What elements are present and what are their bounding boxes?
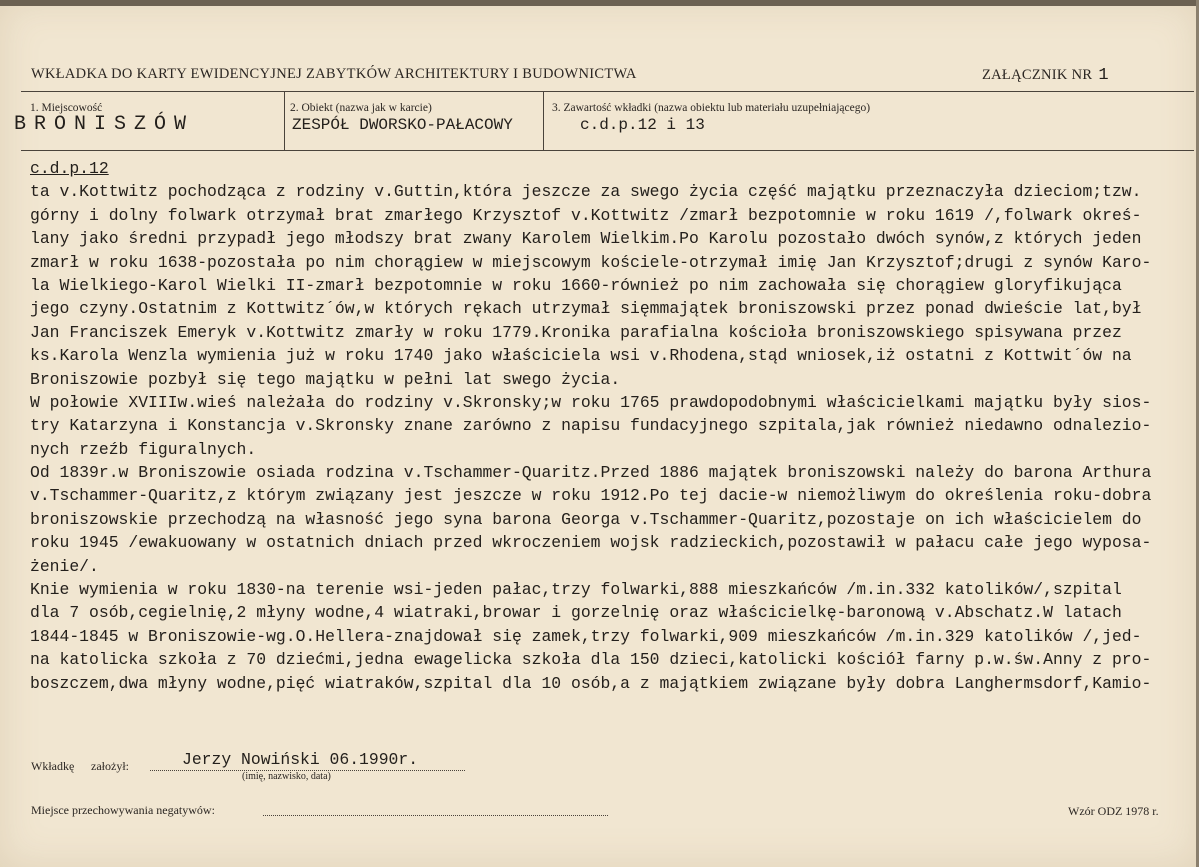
content-value: c.d.p.12 i 13 bbox=[580, 116, 705, 134]
text-line: boszczem,dwa młyny wodne,pięć wiatraków,szpital dla 10 osób,a z majątkiem związane były dobra Langhermsdorf,Kamio- bbox=[30, 673, 1152, 693]
form-title: WKŁADKA DO KARTY EWIDENCYJNEJ ZABYTKÓW ARCHITEKTURY I BUDOWNICTWA bbox=[31, 66, 637, 82]
insert-label: Wkładkę bbox=[31, 759, 75, 773]
header-divider bbox=[21, 91, 1194, 92]
annex-number bbox=[982, 66, 1109, 85]
field-divider-2 bbox=[543, 91, 544, 150]
text-line: Broniszowie pozbył się tego majątku w pełni lat swego życia. bbox=[30, 369, 621, 389]
negatives-label: Miejsce przechowywania negatywów: bbox=[31, 803, 215, 817]
text-line: try Katarzyna i Konstancja v.Skronsky znane zarówno z napisu fundacyjnego szpitala,jak również niedawno odnalezio- bbox=[30, 416, 1152, 436]
text-line: górny i dolny folwark otrzymał brat zmarłego Krzysztof v.Kottwitz /zmarł bezpotomnie w roku 1619 /,folwark okreś- bbox=[30, 205, 1142, 225]
body-text bbox=[30, 157, 1190, 695]
annex-number-value: 1 bbox=[1098, 66, 1109, 85]
field-divider-1 bbox=[284, 91, 285, 150]
text-line: v.Tschammer-Quaritz,z którym związany jest jeszcze w roku 1912.Po tej dacie-w niemożliwym do określenia roku-dobra bbox=[30, 486, 1152, 506]
section-ref: c.d.p.12 bbox=[30, 159, 109, 178]
text-line: żenie/. bbox=[30, 556, 99, 576]
founded-label: założył: bbox=[91, 759, 129, 773]
text-line: dla 7 osób,cegielnię,2 młyny wodne,4 wiatraki,browar i gorzelnię oraz właścicielkę-baronową v.Abschatz.W latach bbox=[30, 603, 1122, 623]
card-top-edge bbox=[0, 0, 1199, 6]
text-line: nych rzeźb figuralnych. bbox=[30, 439, 257, 459]
locality-label: 1. Miejscowość bbox=[30, 102, 103, 114]
text-line: lany jako średni przypadł jego młodszy brat zwany Karolem Wielkim.Po Karolu pozostało dwóch synów,z których jeden bbox=[30, 229, 1142, 249]
text-line: ta v.Kottwitz pochodząca z rodziny v.Guttin,która jeszcze za swego życia część majątku przeznaczyła dzieciom;tzw. bbox=[30, 182, 1142, 202]
author-sublabel: (imię, nazwisko, data) bbox=[242, 771, 331, 782]
section-ref-line bbox=[30, 157, 1190, 180]
text-line: 1844-1845 w Broniszowie-wg.O.Hellera-znajdował się zamek,trzy folwarki,909 mieszkańców /m.in.329 katolików /,jed- bbox=[30, 626, 1142, 646]
text-line: roku 1945 /ewakuowany w ostatnich dniach przed wkroczeniem wojsk radzieckich,pozostawił w pałacu całe jego wyposa- bbox=[30, 533, 1152, 553]
text-line: na katolicka szkoła z 70 dziećmi,jedna ewagelicka szkoła dla 150 dzieci,katolicki kościół farny p.w.św.Anny z pro- bbox=[30, 650, 1152, 670]
text-line: Jan Franciszek Emeryk v.Kottwitz zmarły w roku 1779.Kronika parafialna kościoła broniszowskiego spisywana przez bbox=[30, 322, 1122, 342]
text-line: jego czyny.Ostatnim z Kottwitz´ów,w których rękach utrzymał sięmmajątek broniszowski przez ponad dwieście lat,był bbox=[30, 299, 1142, 319]
text-line: W połowie XVIIIw.wieś należała do rodziny v.Skronsky;w roku 1765 prawdopodobnymi właścicielkami majątku były sios- bbox=[30, 392, 1152, 412]
author-value: Jerzy Nowiński 06.1990r. bbox=[182, 750, 419, 769]
text-line: broniszowskie przechodzą na własność jego syna barona Georga v.Tschammer-Quaritz,pozostaje on ich właścicielem do bbox=[30, 509, 1142, 529]
annex-label: ZAŁĄCZNIK NR bbox=[982, 67, 1093, 83]
fields-divider bbox=[21, 150, 1194, 151]
text-line: ks.Karola Wenzla wymienia już w roku 1740 jako właściciela wsi v.Rhodena,stąd wniosek,iż ostatni z Kottwit´ów na bbox=[30, 346, 1132, 366]
text-line: Knie wymienia w roku 1830-na terenie wsi-jeden pałac,trzy folwarki,888 mieszkańców /m.in.332 katolików/,szpital bbox=[30, 580, 1122, 600]
locality-value: BRONISZÓW bbox=[14, 113, 195, 136]
content-label: 3. Zawartość wkładki (nazwa obiektu lub materiału uzupełniającego) bbox=[552, 102, 871, 114]
text-line: Od 1839r.w Broniszowie osiada rodzina v.Tschammer-Quaritz.Przed 1886 majątek broniszowski należy do barona Arthura bbox=[30, 463, 1152, 483]
object-value: ZESPÓŁ DWORSKO-PAŁACOWY bbox=[292, 116, 513, 134]
negatives-line bbox=[263, 815, 608, 816]
text-line: la Wielkiego-Karol Wielki II-zmarł bezpotomnie w roku 1660-również po nim zachowała się chorągiew gloryfikująca bbox=[30, 275, 1122, 295]
text-line: zmarł w roku 1638-pozostała po nim chorągiew w miejscowym kościele-otrzymał imię Jan Krzysztof;drugi z synów Karo- bbox=[30, 252, 1152, 272]
object-label: 2. Obiekt (nazwa jak w karcie) bbox=[290, 102, 432, 114]
form-code: Wzór ODZ 1978 r. bbox=[1068, 804, 1159, 818]
